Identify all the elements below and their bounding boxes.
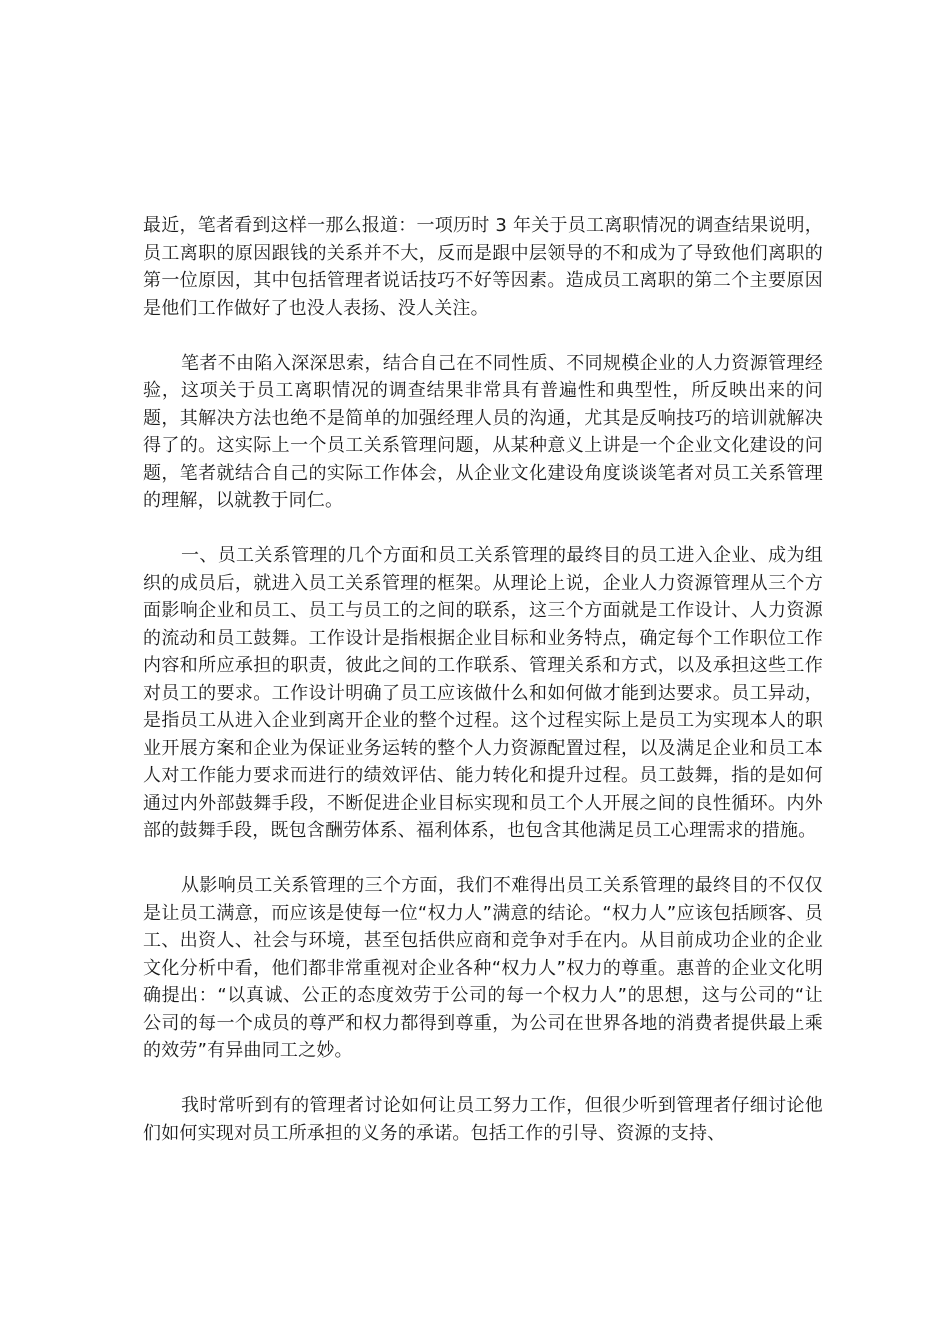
paragraph-2: 笔者不由陷入深深思索，结合自己在不同性质、不同规模企业的人力资源管理经验，这项关于员工离职情况的调查结果非常具有普遍性和典型性，所反映出来的问题，其解决方法也绝不是简单的加强经理人员的沟通，尤其是反响技巧的培训就解决得了的。这实际上一个员工关系管理问题，从某种意义上讲是一个企业文化建设的问题，笔者就结合自己的实际工作体会，从企业文化建设角度谈谈笔者对员工关系管理的理解，以就教于同仁。 [143, 352, 823, 511]
paragraph-1: 最近，笔者看到这样一那么报道：一项历时 3 年关于员工离职情况的调查结果说明，员工离职的原因跟钱的关系并不大，反而是跟中层领导的不和成为了导致他们离职的第一位原因，其中包括管理者说话技巧不好等因素。造成员工离职的第二个主要原因是他们工作做好了也没人表扬、没人关注。 [143, 215, 823, 319]
paragraph-5: 我时常听到有的管理者讨论如何让员工努力工作，但很少听到管理者仔细讨论他们如何实现对员工所承担的义务的承诺。包括工作的引导、资源的支持、 [143, 1095, 823, 1144]
document-body [143, 212, 823, 1175]
paragraph-4: 从影响员工关系管理的三个方面，我们不难得出员工关系管理的最终目的不仅仅是让员工满意，而应该是使每一位“权力人”满意的结论。“权力人”应该包括顾客、员工、出资人、社会与环境，甚至包括供应商和竞争对手在内。从目前成功企业的企业文化分析中看，他们都非常重视对企业各种“权力人”权力的尊重。惠普的企业文化明确提出：“以真诚、公正的态度效劳于公司的每一个权力人”的思想，这与公司的“让公司的每一个成员的尊严和权力都得到尊重，为公司在世界各地的消费者提供最上乘的效劳”有异曲同工之妙。 [143, 875, 823, 1061]
paragraph-3: 一、员工关系管理的几个方面和员工关系管理的最终目的员工进入企业、成为组织的成员后，就进入员工关系管理的框架。从理论上说，企业人力资源管理从三个方面影响企业和员工、员工与员工的之间的联系，这三个方面就是工作设计、人力资源的流动和员工鼓舞。工作设计是指根据企业目标和业务特点，确定每个工作职位工作内容和所应承担的职责，彼此之间的工作联系、管理关系和方式，以及承担这些工作对员工的要求。工作设计明确了员工应该做什么和如何做才能到达要求。员工异动，是指员工从进入企业到离开企业的整个过程。这个过程实际上是员工为实现本人的职业开展方案和企业为保证业务运转的整个人力资源配置过程，以及满足企业和员工本人对工作能力要求而进行的绩效评估、能力转化和提升过程。员工鼓舞，指的是如何通过内外部鼓舞手段，不断促进企业目标实现和员工个人开展之间的良性循环。内外部的鼓舞手段，既包含酬劳体系、福利体系，也包含其他满足员工心理需求的措施。 [143, 545, 823, 841]
